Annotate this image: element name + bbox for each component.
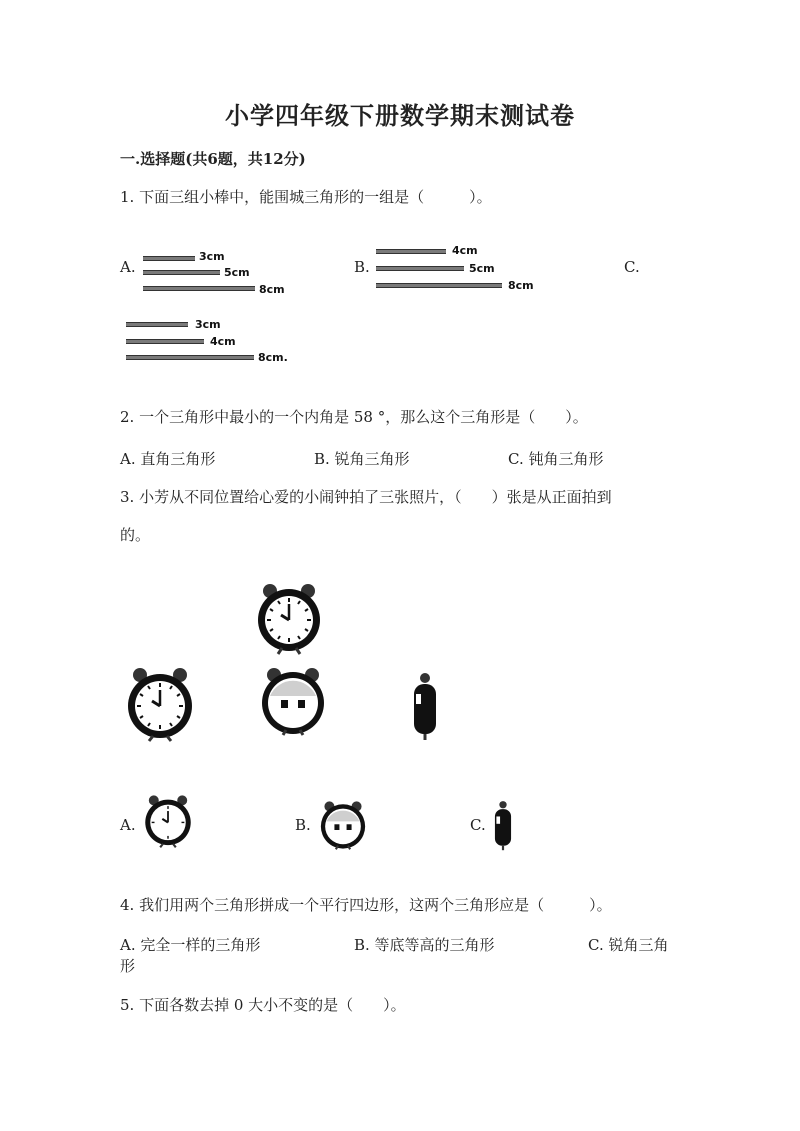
stick-3cm — [126, 322, 188, 327]
q3-option-c-label: C. — [470, 816, 486, 834]
alarm-clock-back-view-icon — [258, 666, 328, 736]
stick-5cm — [143, 270, 220, 275]
stick-length-label: 4cm — [210, 335, 236, 348]
q1-option-b-label: B. — [354, 258, 370, 276]
q2-option-a: A. 直角三角形 — [120, 450, 216, 468]
page-title: 小学四年级下册数学期末测试卷 — [225, 101, 575, 130]
alarm-clock-front-view-icon — [124, 666, 196, 742]
question-3-text-line1: 3. 小芳从不同位置给心爱的小闹钟拍了三张照片，（ ）张是从正面拍到 — [120, 488, 612, 506]
q1-option-a-label: A. — [120, 258, 136, 276]
q2-option-c: C. 钝角三角形 — [508, 450, 604, 468]
alarm-clock-front-view-icon — [252, 582, 326, 656]
q4-option-c-wrap: 形 — [120, 957, 136, 975]
q3-option-b-label: B. — [295, 816, 311, 834]
stick-length-label: 5cm — [224, 266, 250, 279]
alarm-clock-side-view-icon — [492, 800, 514, 852]
stick-length-label: 5cm — [469, 262, 495, 275]
stick-length-label: 8cm — [259, 283, 285, 296]
stick-8cm — [376, 283, 502, 288]
q4-option-a: A. 完全一样的三角形 — [120, 936, 261, 954]
q4-option-b: B. 等底等高的三角形 — [354, 936, 495, 954]
stick-8cm — [143, 286, 255, 291]
alarm-clock-front-view-icon — [142, 794, 194, 848]
q1-option-c-label: C. — [624, 258, 640, 276]
section-heading: 一.选择题(共6题，共12分) — [120, 150, 306, 168]
stick-length-label: 8cm. — [258, 351, 288, 364]
question-5-text: 5. 下面各数去掉 0 大小不变的是（ ）。 — [120, 996, 406, 1014]
stick-3cm — [143, 256, 195, 261]
stick-length-label: 3cm — [195, 318, 221, 331]
stick-length-label: 4cm — [452, 244, 478, 257]
stick-length-label: 3cm — [199, 250, 225, 263]
stick-length-label: 8cm — [508, 279, 534, 292]
q4-option-c: C. 锐角三角 — [588, 936, 669, 954]
stick-4cm — [126, 339, 204, 344]
stick-8cm — [126, 355, 254, 360]
q2-option-b: B. 锐角三角形 — [314, 450, 410, 468]
question-2-text: 2. 一个三角形中最小的一个内角是 58 °，那么这个三角形是（ ）。 — [120, 408, 588, 426]
stick-4cm — [376, 249, 446, 254]
question-1-text: 1. 下面三组小棒中，能围城三角形的一组是（ ）。 — [120, 188, 492, 206]
question-4-text: 4. 我们用两个三角形拼成一个平行四边形，这两个三角形应是（ ）。 — [120, 896, 612, 914]
stick-5cm — [376, 266, 464, 271]
alarm-clock-side-view-icon — [410, 672, 440, 742]
q3-option-a-label: A. — [120, 816, 136, 834]
alarm-clock-back-view-icon — [318, 800, 368, 850]
question-3-text-line2: 的。 — [120, 526, 151, 544]
